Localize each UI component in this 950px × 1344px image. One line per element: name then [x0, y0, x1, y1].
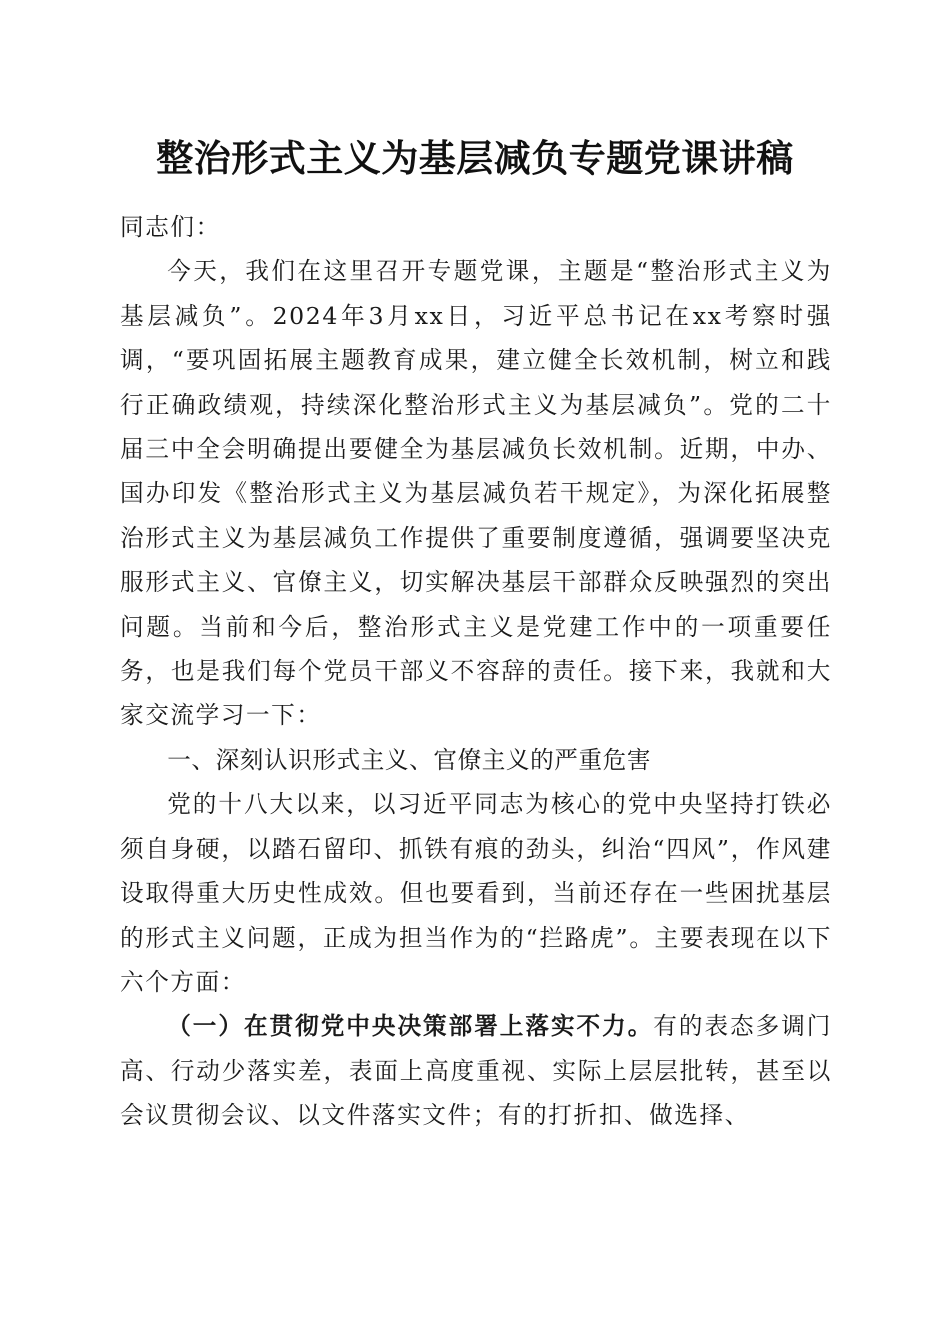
section-heading-1: 一、深刻认识形式主义、官僚主义的严重危害 — [167, 745, 652, 774]
section-1-paragraph: 党的十八大以来，以习近平同志为核心的党中央坚持打铁必须自身硬，以踏石留印、抓铁有痕的劲头，纠治“四风”，作风建设取得重大历史性成效。但也要看到，当前还存在一些困扰基层的形式主义问题，正成为担当作为的“拦路虎”。主要表现在以下六个方面： — [120, 790, 832, 996]
item-1-lead: （一）在贯彻党中央决策部署上落实不力。 — [167, 1012, 654, 1041]
salutation: 同志们： — [120, 213, 221, 241]
document-title: 整治形式主义为基层减负专题党课讲稿 — [156, 137, 794, 180]
intro-paragraph: 今天，我们在这里召开专题党课，主题是“整治形式主义为基层减负”。2024年3月xx日，习近平总书记在xx考察时强调，“要巩固拓展主题教育成果，建立健全长效机制，树立和践行正确政绩观，持续深化整治形式主义为基层减负”。党的二十届三中全会明确提出要健全为基层减负长效机制。近期，中办、国办印发《整治形式主义为基层减负若干规定》，为深化拓展整治形式主义为基层减负工作提供了重要制度遵循，强调要坚决克服形式主义、官僚主义，切实解决基层干部群众反映强烈的突出问题。当前和今后，整治形式主义是党建工作中的一项重要任务，也是我们每个党员干部义不容辞的责任。接下来，我就和大家交流学习一下： — [120, 257, 832, 730]
item-1-text: 有的表态多调门高、行动少落实差，表面上高度重视、实际上层层批转，甚至以会议贯彻会议、以文件落实文件；有的打折扣、做选择、 — [120, 1012, 832, 1130]
section-1-item-1 — [120, 1004, 832, 1137]
document-body — [120, 205, 832, 1138]
